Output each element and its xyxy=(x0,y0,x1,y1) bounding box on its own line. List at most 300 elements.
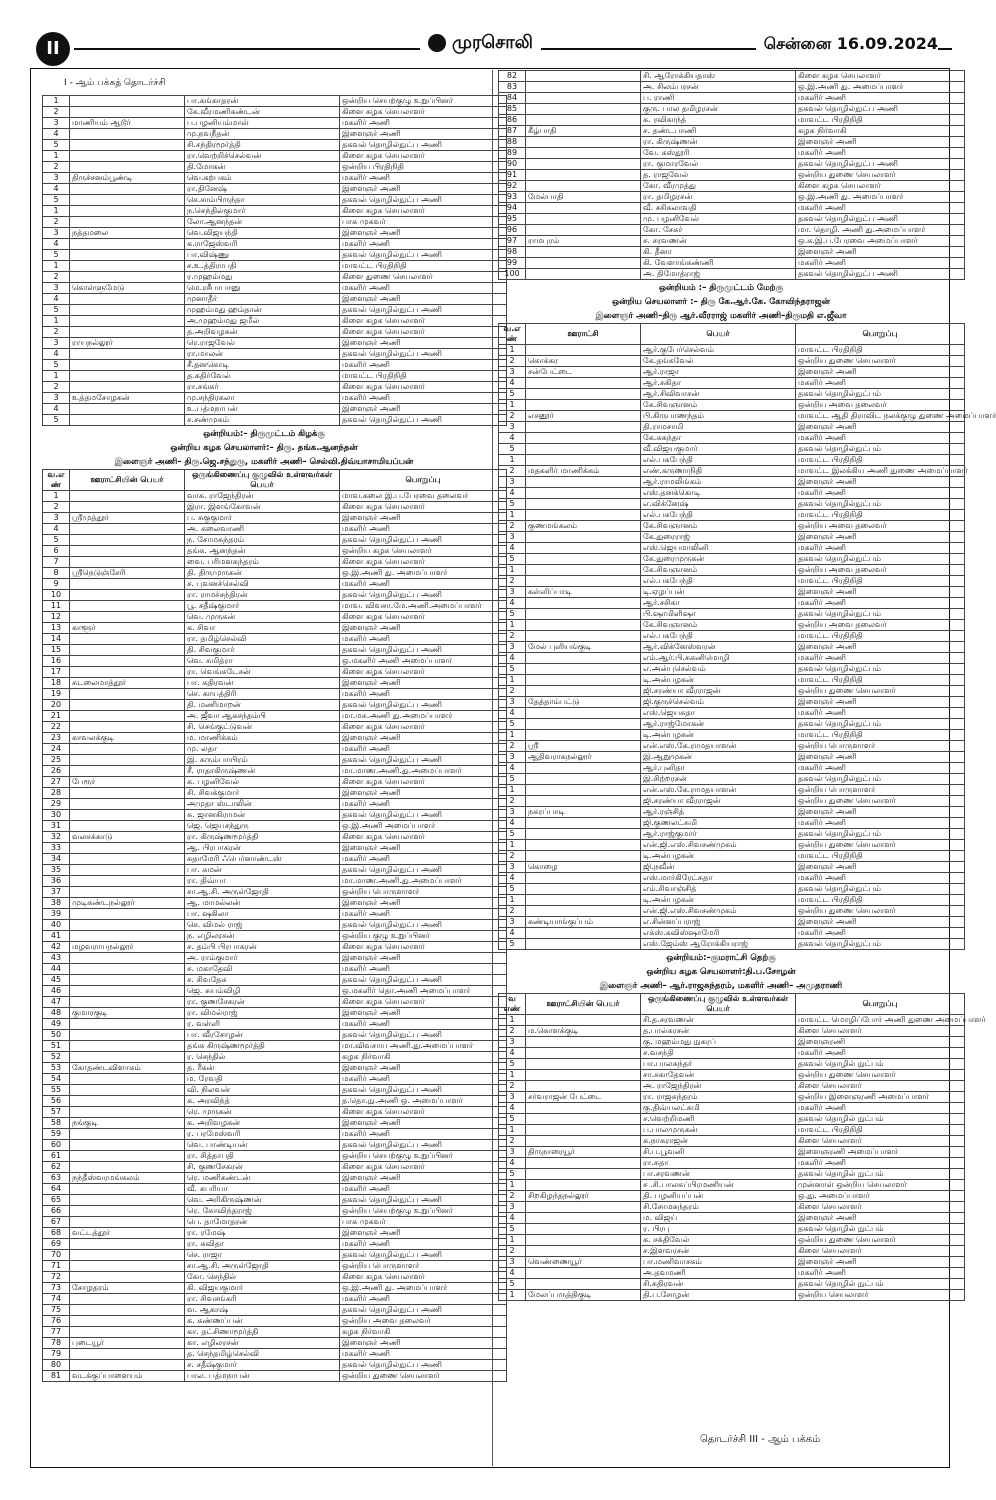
cell-n: 6 xyxy=(43,546,70,557)
cell-place xyxy=(526,1235,641,1246)
cell-place: உத்தமசோழகன் xyxy=(70,393,185,404)
cell-n: 57 xyxy=(43,1107,70,1118)
cell-name: ஆ. பிரபாகரன் xyxy=(185,843,340,854)
cell-n: 13 xyxy=(43,623,70,634)
table-row xyxy=(499,1114,965,1125)
cell-name: சி.சந்திரமூர்த்தி xyxy=(185,140,340,151)
cell-n: 72 xyxy=(43,1272,70,1283)
cell-role: மாவட்ட பிரதிநிதி xyxy=(340,261,507,272)
cell-role: மகளிர் அணி xyxy=(340,1239,507,1250)
cell-n: 5 xyxy=(499,829,526,840)
cell-n: 1 xyxy=(499,620,526,631)
cell-n: 2 xyxy=(499,1246,526,1257)
cell-place xyxy=(70,250,185,261)
cell-name: ரா.சங்கர் xyxy=(185,382,340,393)
cell-name: உ.பத்மநாபன் xyxy=(185,404,340,415)
cell-n: 25 xyxy=(43,755,70,766)
cell-n: 60 xyxy=(43,1140,70,1151)
cell-place xyxy=(70,1327,185,1338)
cell-place xyxy=(70,964,185,975)
table-row xyxy=(43,1206,507,1217)
cell-name: வெ.கற்பகம் xyxy=(185,173,340,184)
cell-role: தகவல் தொழில்நுட்ப அணி xyxy=(340,1360,507,1371)
cell-place xyxy=(526,1213,641,1224)
cell-name: ர. பரமேஸ்வரி xyxy=(185,1129,340,1140)
cell-place xyxy=(70,502,185,513)
cell-role: தகவல் தொழில்நுட்ப அணி xyxy=(340,305,507,316)
cell-place xyxy=(70,590,185,601)
cell-role: மகளிர் அணி xyxy=(340,239,507,250)
section-heading-line: இளைஞர் அணி–திரு ஆர்.வீரராஜ் மகளிர் அணி–திருமதி எ.ஜீவா xyxy=(595,311,847,321)
cell-n: 4 xyxy=(499,653,526,664)
table-row xyxy=(499,356,965,367)
cell-place: குணமங்கலம் xyxy=(526,521,641,532)
cell-role: மகளிர் அணி xyxy=(340,524,507,535)
table-row xyxy=(499,565,965,576)
table-row xyxy=(499,774,965,785)
table-row xyxy=(43,502,507,513)
cell-role: ஒன்றிய பொருளாளர் xyxy=(340,887,507,898)
cell-role: மாவட்ட ஆதி திராவிட நலக்குழு துணை அமைப்பாளர் xyxy=(796,411,965,422)
cell-name: வெ.விஜயந்தி xyxy=(185,228,340,239)
cell-place xyxy=(526,565,641,576)
cell-n: 3 xyxy=(43,228,70,239)
table-row xyxy=(499,433,965,444)
cell-n: 3 xyxy=(43,118,70,129)
cell-name: ரா. ரமேஷ் xyxy=(185,1228,340,1239)
table-row xyxy=(499,1092,965,1103)
cell-n: 1 xyxy=(499,840,526,851)
cell-name: சி. ஆரோக்கியதாஸ் xyxy=(641,71,796,82)
cell-name: ச. தம்பி பிரபாகரன் xyxy=(185,942,340,953)
cell-place xyxy=(526,477,641,488)
cell-name: த.அறிவழகன் xyxy=(185,327,340,338)
cell-n: 79 xyxy=(43,1349,70,1360)
cell-place xyxy=(526,1125,641,1136)
cell-place xyxy=(526,148,641,159)
cell-name: பி.கிருபாணந்தம் xyxy=(641,411,796,422)
table-row xyxy=(43,96,507,107)
cell-role: மகளிர் அணி xyxy=(340,1294,507,1305)
cell-place xyxy=(70,634,185,645)
cell-name: பா.விஷ்ணு xyxy=(185,250,340,261)
cell-place xyxy=(526,1268,641,1279)
cell-role: தகவல் தொழில்நுட்ப அணி xyxy=(340,1195,507,1206)
cell-name: ஆ. மாமல்லன் xyxy=(185,898,340,909)
cell-place xyxy=(70,876,185,887)
table-row xyxy=(499,1026,965,1037)
cell-name: ஆர்.புனிதா xyxy=(641,763,796,774)
cell-n: 2 xyxy=(499,1136,526,1147)
cell-place: நந்தீஸ்வரமங்கலம் xyxy=(70,1173,185,1184)
cell-name: சுதாமேரி ஃபெர்னாண்டஸ் xyxy=(185,854,340,865)
table-row xyxy=(43,349,507,360)
cell-name: என்.எஸ்.கே.ராமதயாளன் xyxy=(641,741,796,752)
table-row xyxy=(499,389,965,400)
cell-role: தகவல் தொழில் நுட்பம் xyxy=(796,1279,965,1290)
cell-n: 2 xyxy=(499,1026,526,1037)
table-row xyxy=(43,634,507,645)
cell-n: 3 xyxy=(499,367,526,378)
cell-role: மாவட்ட இலக்கிய அணி துணை அமைப்பாளர் xyxy=(796,466,965,477)
cell-n: 3 xyxy=(499,1202,526,1213)
cell-role: ஒன்றிய துணை செயலாளர் xyxy=(796,1235,965,1246)
table-row xyxy=(499,895,965,906)
cell-name: என்.எஸ்.கே.ராமதயாளன் xyxy=(641,785,796,796)
table-row xyxy=(43,272,507,283)
cell-name: வாக. ராஜேந்திரன் xyxy=(185,491,340,502)
cell-n: 1 xyxy=(499,730,526,741)
cell-n: 2 xyxy=(43,107,70,118)
cell-n: 1 xyxy=(43,96,70,107)
table-row xyxy=(43,1217,507,1228)
cell-role: இளைஞர் அணி xyxy=(340,1063,507,1074)
cell-role: கழக நிர்வாகி xyxy=(796,126,965,137)
cell-place: வெண்ணையூர் xyxy=(526,1257,641,1268)
cell-role: இளைஞர் அணி xyxy=(796,1213,965,1224)
table-row xyxy=(499,367,965,378)
cell-role: கழக நிர்வாகி xyxy=(340,1052,507,1063)
cell-place xyxy=(70,612,185,623)
table-row xyxy=(43,524,507,535)
cell-place xyxy=(70,755,185,766)
cell-n: 5 xyxy=(43,305,70,316)
cell-name: ஜி.குருச்செல்வம் xyxy=(641,697,796,708)
cell-name: ரா.தினேஷ் xyxy=(185,184,340,195)
cell-role: மகளிர் அணி xyxy=(340,964,507,975)
cell-role: மாவட்ட பிரதிநிதி xyxy=(796,576,965,587)
cell-role: ஒன்றிய துணை செயலாளர் xyxy=(796,356,965,367)
cell-n: 55 xyxy=(43,1085,70,1096)
cell-n: 8 xyxy=(43,568,70,579)
cell-n: 22 xyxy=(43,722,70,733)
cell-name: க. அரவிந்த் xyxy=(185,1096,340,1107)
cell-name: ஜெ. சுயம்விழி xyxy=(185,986,340,997)
header-cell: பொறுப்பு xyxy=(796,994,965,1015)
cell-name: ஆர்.விக்னேஸ்வரன் xyxy=(641,642,796,653)
cell-n: 3 xyxy=(499,587,526,598)
cell-name: கே.தங்கவேல் xyxy=(641,356,796,367)
cell-place xyxy=(526,499,641,510)
cell-role: தகவல் தொழில்நுட்ப அணி xyxy=(796,104,965,115)
cell-role: மா.மாண.அணி.து.அமைப்பாளர் xyxy=(340,766,507,777)
cell-name: ஜி.நவீன் xyxy=(641,862,796,873)
cell-role: இளைஞர் அணி xyxy=(340,788,507,799)
cell-n: 75 xyxy=(43,1305,70,1316)
cell-name: கி. வேளாங்கண்ணி xyxy=(641,258,796,269)
paper-logo-icon xyxy=(428,34,446,52)
cell-n: 1 xyxy=(499,1070,526,1081)
cell-place xyxy=(70,1030,185,1041)
cell-n: 3 xyxy=(499,1092,526,1103)
table-row xyxy=(43,656,507,667)
cell-n: 100 xyxy=(499,269,526,280)
right-section2-heading xyxy=(498,283,944,322)
cell-role: ஒன்றிய பிரதிநிதி xyxy=(340,162,507,173)
cell-role: ஒன்றிய அவை தலைவர் xyxy=(340,1316,507,1327)
table-row xyxy=(43,195,507,206)
cell-place xyxy=(70,1261,185,1272)
table-row xyxy=(499,93,965,104)
table-row xyxy=(43,371,507,382)
table-row xyxy=(499,126,965,137)
cell-role: ஒ.இ.அணி து. அமைப்பாளர் xyxy=(340,568,507,579)
cell-n: 3 xyxy=(499,807,526,818)
cell-place: மேலப்பருத்திகுடி xyxy=(526,1290,641,1301)
cell-role: மகளிர் அணி xyxy=(796,1048,965,1059)
cell-place xyxy=(70,843,185,854)
cell-n: 2 xyxy=(43,162,70,173)
table-row xyxy=(43,415,507,426)
cell-n: 53 xyxy=(43,1063,70,1074)
cell-place xyxy=(526,631,641,642)
cell-role: பாக முகவர் xyxy=(340,1217,507,1228)
cell-place xyxy=(70,865,185,876)
cell-role: கிளை கழக செயலாளர் xyxy=(340,832,507,843)
cell-name: வீ. சுபரியா xyxy=(185,1184,340,1195)
table-row xyxy=(499,697,965,708)
table-row xyxy=(499,785,965,796)
cell-place xyxy=(526,763,641,774)
cell-name: ரா. குணசேகரன் xyxy=(185,997,340,1008)
cell-place xyxy=(526,884,641,895)
cell-role: இளைஞர் அணி xyxy=(796,137,965,148)
table-row xyxy=(499,411,965,422)
cell-role: மகளிர் அணி xyxy=(340,1184,507,1195)
cell-name: ச. சதீஷ்குமார் xyxy=(185,1360,340,1371)
table-row xyxy=(43,557,507,568)
table-row xyxy=(43,590,507,601)
table-row xyxy=(43,228,507,239)
cell-n: 3 xyxy=(499,917,526,928)
cell-role: இளைஞர் அணி xyxy=(340,294,507,305)
table-row xyxy=(43,711,507,722)
left-main-table xyxy=(42,469,507,1382)
cell-name: த. செந்தமிழ்செல்வி xyxy=(185,1349,340,1360)
cell-name: ச.வசந்தி xyxy=(641,1048,796,1059)
cell-n: 47 xyxy=(43,997,70,1008)
table-row xyxy=(499,236,965,247)
cell-n: 1 xyxy=(499,675,526,686)
header-cell: பொறுப்பு xyxy=(340,470,507,491)
cell-place xyxy=(70,975,185,986)
cell-name: ஆர்.சசிகா xyxy=(641,598,796,609)
cell-role: இளைஞர் அணி xyxy=(796,1257,965,1268)
cell-n: 14 xyxy=(43,634,70,645)
table-row xyxy=(43,1305,507,1316)
right-top-table xyxy=(498,70,965,280)
cell-role: கிளை செயலாளர் xyxy=(796,1026,965,1037)
cell-n: 59 xyxy=(43,1129,70,1140)
cell-n: 30 xyxy=(43,810,70,821)
cell-role: ஒன்றிய கழக செயலாளர் xyxy=(340,546,507,557)
cell-name: எல்.பகபேந்தி xyxy=(641,455,796,466)
cell-role: தகவல் தொழில் நுட்பம் xyxy=(796,1059,965,1070)
cell-n: 5 xyxy=(499,389,526,400)
cell-place xyxy=(70,382,185,393)
cell-name: ப.பாலமுருகன் xyxy=(641,1125,796,1136)
cell-place: வலசக்காடு xyxy=(70,832,185,843)
cell-name: த. ராஜவேல் xyxy=(641,170,796,181)
cell-place xyxy=(70,491,185,502)
cell-place xyxy=(70,239,185,250)
cell-n: 9 xyxy=(43,579,70,590)
cell-place xyxy=(526,708,641,719)
cell-place xyxy=(70,986,185,997)
table-row xyxy=(43,832,507,843)
cell-role: இளைஞர் அணி xyxy=(340,623,507,634)
cell-role: மகளிர் அணி xyxy=(796,433,965,444)
cell-place xyxy=(70,1272,185,1283)
cell-n: 64 xyxy=(43,1184,70,1195)
cell-place: மேல் புளியங்குடி xyxy=(526,642,641,653)
table-row xyxy=(499,159,965,170)
cell-role: ஒன்றிய துணை செயலாளர் xyxy=(796,840,965,851)
cell-n: 37 xyxy=(43,887,70,898)
cell-place xyxy=(526,345,641,356)
cell-role: தகவல் தொழில் நுட்பம் xyxy=(796,1169,965,1180)
table-row xyxy=(499,499,965,510)
cell-place xyxy=(526,675,641,686)
cell-n: 5 xyxy=(499,1114,526,1125)
cell-place xyxy=(70,887,185,898)
cell-n: 29 xyxy=(43,799,70,810)
table-row xyxy=(43,1173,507,1184)
cell-name: ரா. தமிழரசன் xyxy=(641,192,796,203)
cell-name: க. சக்திவேல் xyxy=(641,1235,796,1246)
cell-name: சீ.தனகொடி xyxy=(185,360,340,371)
table-row xyxy=(499,1268,965,1279)
cell-place xyxy=(526,1081,641,1092)
cell-name: மு. பழனிவேல் xyxy=(641,214,796,225)
cell-place xyxy=(526,159,641,170)
cell-n: 81 xyxy=(43,1371,70,1382)
cell-name: ரெ.ராஜவேல் xyxy=(185,338,340,349)
table-row xyxy=(43,129,507,140)
cell-name: ரா.மாலன் xyxy=(185,349,340,360)
cell-n: 2 xyxy=(499,741,526,752)
cell-name: ச.வெற்றிமணி xyxy=(641,1114,796,1125)
cell-name: வ. ஆகாஷ் xyxy=(185,1305,340,1316)
table-row xyxy=(43,1283,507,1294)
cell-role: ஒ.க.இ.ப.பேரவை அமைப்பாளர் xyxy=(796,236,965,247)
table-row xyxy=(499,939,965,950)
cell-name: மு. லதா xyxy=(185,744,340,755)
cell-n: 2 xyxy=(499,686,526,697)
cell-name: க.நாகராஜன் xyxy=(641,1136,796,1147)
cell-role: ஒன்றிய பொருளாளர் xyxy=(796,785,965,796)
cell-role: மகளிர் அணி xyxy=(796,1158,965,1169)
table-row xyxy=(43,1261,507,1272)
table-row xyxy=(43,766,507,777)
cell-name: எல்.பகபேந்தி xyxy=(641,631,796,642)
cell-name: எஸ்.ஜெயசுதா xyxy=(641,708,796,719)
cell-name: எல்.பகபேந்தி xyxy=(641,576,796,587)
cell-role: மாவட்ட பிரதிநிதி xyxy=(796,455,965,466)
table-row xyxy=(43,689,507,700)
cell-place xyxy=(70,1250,185,1261)
table-row xyxy=(499,1015,965,1026)
cell-role: ஒ.மகளிர் தொ.அணி அமைப்பாளர் xyxy=(340,986,507,997)
cell-place xyxy=(70,371,185,382)
cell-name: எண்.கருணாநிதி xyxy=(641,466,796,477)
cell-name: ரெ. முருகன் xyxy=(185,1107,340,1118)
cell-role: தகவல் தொழில்நுட்ப அணி xyxy=(340,755,507,766)
cell-name: சி.சுதிரவன் xyxy=(641,1279,796,1290)
cell-role: மகளிர் அணி xyxy=(796,543,965,554)
cell-place xyxy=(70,1041,185,1052)
table-row xyxy=(43,733,507,744)
cell-role: பாக முகவர் xyxy=(340,217,507,228)
table-row xyxy=(43,1063,507,1074)
cell-place xyxy=(70,316,185,327)
cell-n: 5 xyxy=(499,1059,526,1070)
cell-place: நகரப்பாடி xyxy=(526,807,641,818)
table-row xyxy=(499,1136,965,1147)
cell-role: மாவட்ட பிரதிநிதி xyxy=(796,510,965,521)
cell-role: மகளிர் அணி xyxy=(796,928,965,939)
table-row xyxy=(43,1085,507,1096)
cell-n: 43 xyxy=(43,953,70,964)
cell-place xyxy=(526,620,641,631)
cell-place xyxy=(526,576,641,587)
cell-name: எஸ்.தனக்கொடி xyxy=(641,488,796,499)
table-row xyxy=(43,162,507,173)
cell-name: சி. செங்குட்டுவன் xyxy=(185,722,340,733)
table-row xyxy=(499,928,965,939)
cell-place xyxy=(70,909,185,920)
cell-place xyxy=(70,217,185,228)
cell-place: சன்பேட்டை xyxy=(526,367,641,378)
cell-role: கிளை கழக செயலாளர் xyxy=(340,382,507,393)
cell-place: மாணியம் ஆடூர் xyxy=(70,118,185,129)
cell-n: 1 xyxy=(43,371,70,382)
cell-n: 44 xyxy=(43,964,70,975)
cell-n: 2 xyxy=(499,576,526,587)
table-row xyxy=(43,1195,507,1206)
cell-n: 88 xyxy=(499,137,526,148)
cell-n: 5 xyxy=(499,609,526,620)
cell-role: மகளிர் அணி xyxy=(340,393,507,404)
table-row xyxy=(499,532,965,543)
cell-n: 1 xyxy=(499,565,526,576)
cell-role: கிளை கழக செயலாளர் xyxy=(340,107,507,118)
cell-place xyxy=(526,1070,641,1081)
cell-n: 1 xyxy=(499,1015,526,1026)
cell-place: ம.கொளக்குடி xyxy=(526,1026,641,1037)
cell-place xyxy=(70,1305,185,1316)
cell-role: கிளை கழக செயலாளர் xyxy=(340,612,507,623)
cell-n: 41 xyxy=(43,931,70,942)
cell-name: அ. ஜீவா ஆகசந்தம்பி xyxy=(185,711,340,722)
table-row xyxy=(43,107,507,118)
cell-role: இளைஞர் அணி xyxy=(796,917,965,928)
cell-name: ஆர்.ராஜ்மோகன் xyxy=(641,719,796,730)
table-row xyxy=(43,645,507,656)
cell-name: ஜி.சரண்யா வீரராஜன் xyxy=(641,686,796,697)
cell-place: சுடலைமாத்தூர் xyxy=(70,678,185,689)
cell-role: தகவல் தொழில்நுட்ப அணி xyxy=(340,1305,507,1316)
cell-role: மாவட்ட பிரதிநிதி xyxy=(796,730,965,741)
cell-n: 5 xyxy=(43,535,70,546)
cell-n: 1 xyxy=(43,491,70,502)
cell-role: மகளிர் அணி xyxy=(796,763,965,774)
cell-place xyxy=(526,906,641,917)
cell-role: மா.விவசாய அணி.து.அமைப்பாளர் xyxy=(340,1041,507,1052)
cell-name: கே.சிவஞானம் xyxy=(641,400,796,411)
cell-place xyxy=(70,1052,185,1063)
cell-name: ம. மாணிக்கம் xyxy=(185,733,340,744)
